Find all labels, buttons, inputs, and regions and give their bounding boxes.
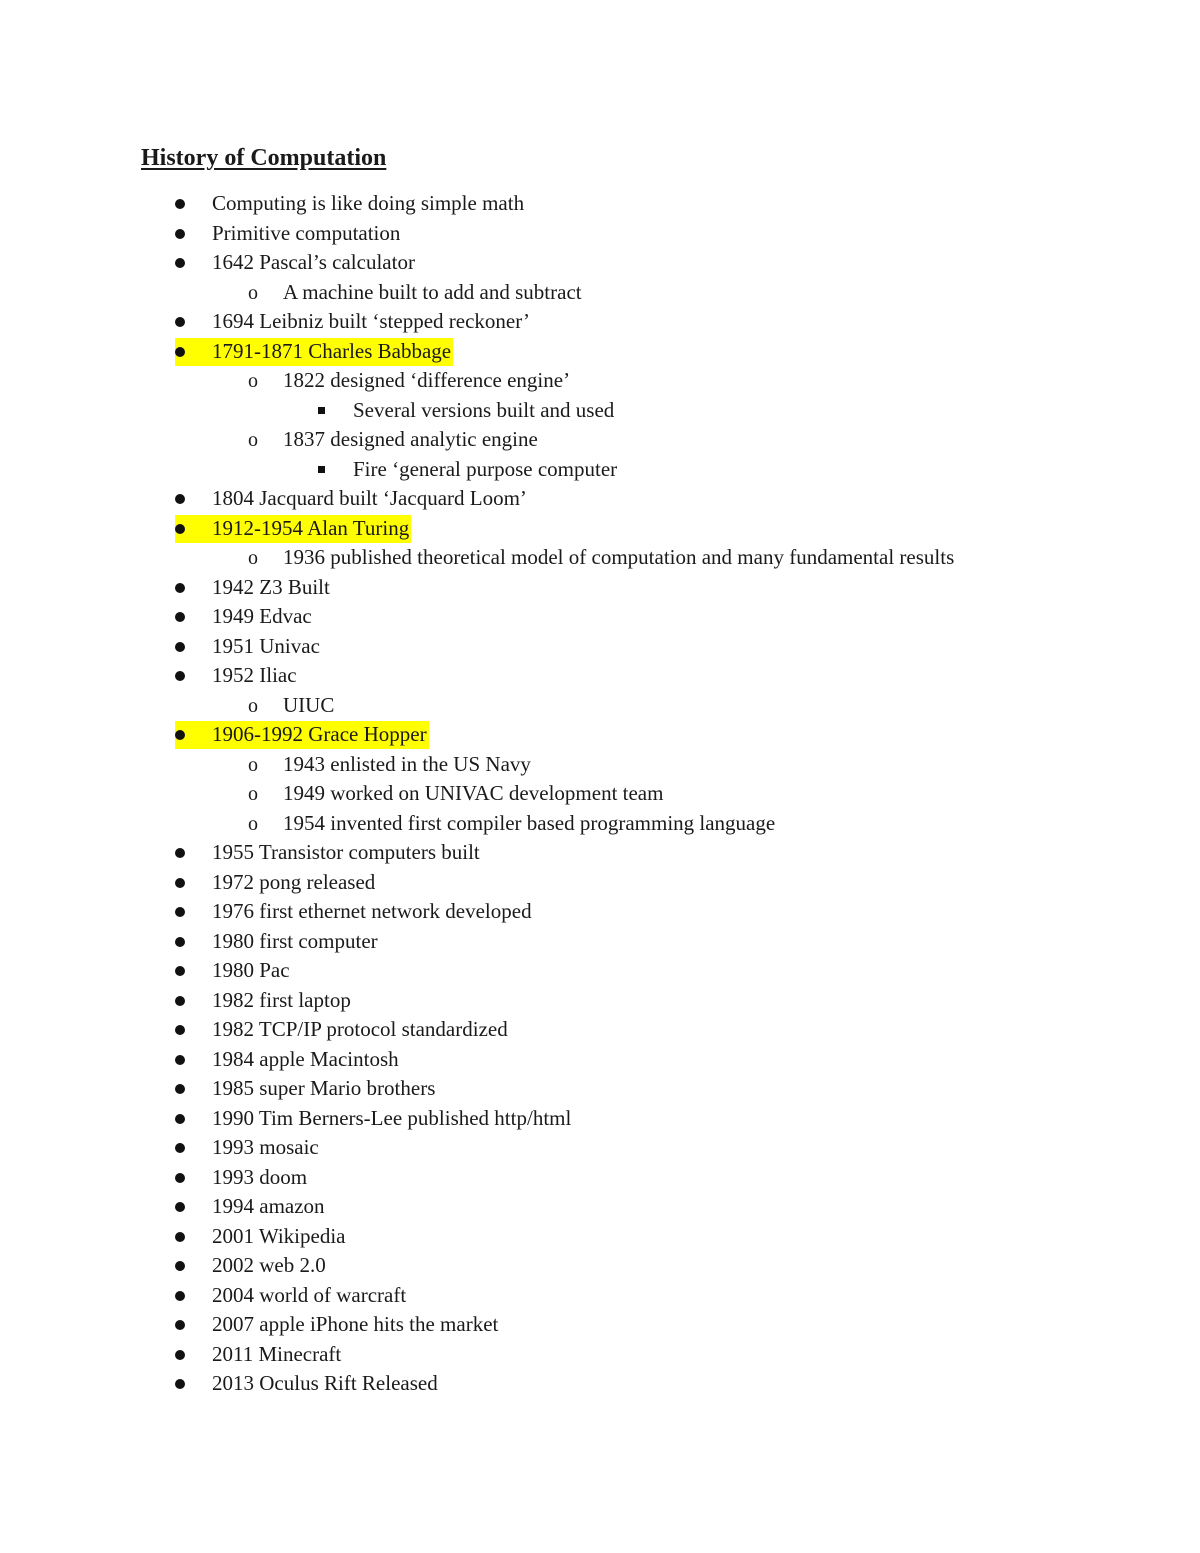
sub-list-item <box>0 543 1200 573</box>
bullet <box>175 1015 185 1035</box>
list-item-text: 1976 first ethernet network developed <box>212 899 532 923</box>
bullet <box>248 750 258 781</box>
list-item-text: 1994 amazon <box>212 1194 325 1218</box>
list-item-text: 2004 world of warcraft <box>212 1282 407 1307</box>
bullet-circle-icon: o <box>248 783 258 805</box>
bullet-disc-icon <box>175 317 185 327</box>
bullet <box>175 1104 185 1124</box>
list-item-text: 2001 Wikipedia <box>212 1223 346 1248</box>
bullet-square-icon <box>318 407 325 414</box>
list-item-text: 1936 published theoretical model of computation and many fundamental results <box>283 545 955 569</box>
bullet-circle-icon: o <box>248 694 258 717</box>
bullet <box>175 1340 185 1360</box>
bullet-disc-icon <box>175 199 185 209</box>
bullet <box>248 278 258 309</box>
list-item-text: Computing is like doing simple math <box>212 191 525 215</box>
bullet <box>175 1251 185 1271</box>
document-title: History of Computation <box>141 145 387 171</box>
list-item <box>0 838 1200 868</box>
bullet-list <box>0 189 1200 1399</box>
bullet-disc-icon <box>175 878 185 888</box>
list-item-text: 1990 Tim Berners-Lee published http/html <box>212 1105 572 1130</box>
list-item <box>0 1340 1200 1370</box>
list-item-text: UIUC <box>283 692 335 717</box>
list-item-text: 1993 mosaic <box>212 1135 319 1159</box>
list-item <box>0 602 1200 632</box>
bullet-disc-icon <box>175 1291 185 1301</box>
bullet <box>175 986 185 1006</box>
list-item <box>0 1133 1200 1163</box>
bullet <box>248 691 258 722</box>
list-item-text: 1982 first laptop <box>212 987 351 1012</box>
list-item-text: 1980 first computer <box>212 928 378 953</box>
bullet-circle-icon: o <box>248 429 258 451</box>
bullet <box>175 1133 185 1153</box>
list-item <box>0 1045 1200 1075</box>
bullet <box>175 307 185 327</box>
list-item-text: 1822 designed ‘difference engine’ <box>283 368 571 392</box>
bullet <box>175 189 185 209</box>
bullet <box>175 484 185 504</box>
bullet-disc-icon <box>175 730 185 740</box>
bullet <box>175 927 185 947</box>
list-item-text: 1949 worked on UNIVAC development team <box>283 781 664 805</box>
list-item-text: Primitive computation <box>212 220 401 245</box>
list-item-text: 2013 Oculus Rift Released <box>212 1371 438 1395</box>
sub-sub-list-item <box>0 396 1200 426</box>
sub-list-item <box>0 278 1200 308</box>
bullet-disc-icon <box>175 1379 185 1389</box>
bullet-disc-icon <box>175 996 185 1006</box>
bullet <box>175 720 185 740</box>
bullet-disc-icon <box>175 1173 185 1183</box>
bullet <box>175 602 185 622</box>
bullet <box>175 632 185 652</box>
list-item-text: 1982 TCP/IP protocol standardized <box>212 1017 508 1041</box>
bullet-disc-icon <box>175 1143 185 1153</box>
list-item-text: A machine built to add and subtract <box>283 279 582 304</box>
bullet-disc-icon <box>175 524 185 534</box>
bullet <box>248 366 258 397</box>
list-item-text: 1949 Edvac <box>212 604 312 628</box>
list-item <box>0 1369 1200 1399</box>
bullet <box>175 219 185 239</box>
sub-sub-list-item <box>0 455 1200 485</box>
bullet-disc-icon <box>175 907 185 917</box>
list-item <box>0 1310 1200 1340</box>
bullet-disc-icon <box>175 642 185 652</box>
bullet-disc-icon <box>175 1202 185 1212</box>
bullet-disc-icon <box>175 258 185 268</box>
bullet-disc-icon <box>175 671 185 681</box>
list-item-text: Several versions built and used <box>353 397 615 422</box>
sub-list-item <box>0 691 1200 721</box>
bullet <box>175 1163 185 1183</box>
list-item-text: 1952 Iliac <box>212 663 297 687</box>
bullet <box>175 1074 185 1094</box>
bullet <box>175 337 185 357</box>
bullet-circle-icon: o <box>248 370 258 392</box>
list-item-text: 1943 enlisted in the US Navy <box>283 751 531 776</box>
list-item-text: 1951 Univac <box>212 633 320 658</box>
list-item-text: 1980 Pac <box>212 958 290 982</box>
bullet <box>175 897 185 917</box>
list-item <box>0 720 1200 750</box>
list-item-text: 1642 Pascal’s calculator <box>212 250 415 274</box>
list-item-text: 1804 Jacquard built ‘Jacquard Loom’ <box>212 486 527 510</box>
list-item <box>0 1281 1200 1311</box>
list-item <box>0 1163 1200 1193</box>
bullet-disc-icon <box>175 1025 185 1035</box>
sub-list-item <box>0 366 1200 396</box>
list-item-text: 1942 Z3 Built <box>212 574 330 599</box>
list-item-text: 1694 Leibniz built ‘stepped reckoner’ <box>212 309 531 333</box>
bullet-circle-icon: o <box>248 547 258 569</box>
list-item <box>0 956 1200 986</box>
list-item <box>0 189 1200 219</box>
bullet-disc-icon <box>175 583 185 593</box>
list-item-text: 2011 Minecraft <box>212 1341 342 1366</box>
list-item <box>0 337 1200 367</box>
bullet <box>318 396 325 414</box>
list-item-text: 1984 apple Macintosh <box>212 1046 399 1071</box>
list-item-text: 2002 web 2.0 <box>212 1253 326 1277</box>
list-item-text: 2007 apple iPhone hits the market <box>212 1312 499 1336</box>
sub-list-item <box>0 425 1200 455</box>
bullet-square-icon <box>318 466 325 473</box>
list-item <box>0 868 1200 898</box>
bullet-disc-icon <box>175 347 185 357</box>
list-item <box>0 219 1200 249</box>
bullet-disc-icon <box>175 1084 185 1094</box>
bullet <box>175 1281 185 1301</box>
bullet-disc-icon <box>175 612 185 622</box>
list-item <box>0 897 1200 927</box>
bullet-circle-icon: o <box>248 281 258 304</box>
list-item <box>0 1251 1200 1281</box>
bullet <box>175 1310 185 1330</box>
list-item <box>0 1104 1200 1134</box>
bullet <box>175 1369 185 1389</box>
list-item-text: 1985 super Mario brothers <box>212 1076 436 1100</box>
bullet-disc-icon <box>175 1320 185 1330</box>
sub-list-item <box>0 750 1200 780</box>
bullet-disc-icon <box>175 848 185 858</box>
bullet <box>248 425 258 456</box>
bullet-circle-icon: o <box>248 812 258 835</box>
list-item <box>0 514 1200 544</box>
list-item <box>0 1015 1200 1045</box>
list-item <box>0 661 1200 691</box>
bullet <box>175 514 185 534</box>
bullet <box>175 1192 185 1212</box>
list-item-text: 1954 invented first compiler based programming language <box>283 810 776 835</box>
bullet <box>175 248 185 268</box>
list-item-text: 1972 pong released <box>212 869 376 894</box>
bullet <box>175 1045 185 1065</box>
list-item-text: 1837 designed analytic engine <box>283 427 538 451</box>
bullet-disc-icon <box>175 494 185 504</box>
list-item <box>0 248 1200 278</box>
list-item-text: 1955 Transistor computers built <box>212 840 480 864</box>
bullet <box>248 779 258 810</box>
list-item <box>0 1074 1200 1104</box>
list-item-text: Fire ‘general purpose computer <box>353 456 618 481</box>
list-item <box>0 573 1200 603</box>
list-item <box>0 1192 1200 1222</box>
sub-list-item <box>0 779 1200 809</box>
bullet <box>175 661 185 681</box>
list-item <box>0 307 1200 337</box>
bullet <box>175 1222 185 1242</box>
list-item <box>0 1222 1200 1252</box>
bullet <box>175 956 185 976</box>
bullet-disc-icon <box>175 1055 185 1065</box>
list-item-text: 1912-1954 Alan Turing <box>212 515 410 540</box>
bullet <box>175 573 185 593</box>
bullet <box>318 455 325 473</box>
sub-list-item <box>0 809 1200 839</box>
bullet-disc-icon <box>175 1350 185 1360</box>
bullet <box>248 543 258 574</box>
list-item <box>0 927 1200 957</box>
bullet <box>175 868 185 888</box>
bullet <box>175 838 185 858</box>
bullet-disc-icon <box>175 1261 185 1271</box>
list-item-text: 1791-1871 Charles Babbage <box>212 338 452 363</box>
bullet-disc-icon <box>175 1232 185 1242</box>
list-item <box>0 632 1200 662</box>
list-item-text: 1906-1992 Grace Hopper <box>212 722 427 746</box>
bullet-disc-icon <box>175 229 185 239</box>
list-item-text: 1993 doom <box>212 1164 308 1189</box>
bullet-disc-icon <box>175 1114 185 1124</box>
bullet-circle-icon: o <box>248 753 258 776</box>
bullet-disc-icon <box>175 937 185 947</box>
list-item <box>0 986 1200 1016</box>
bullet-disc-icon <box>175 966 185 976</box>
bullet <box>248 809 258 840</box>
list-item <box>0 484 1200 514</box>
